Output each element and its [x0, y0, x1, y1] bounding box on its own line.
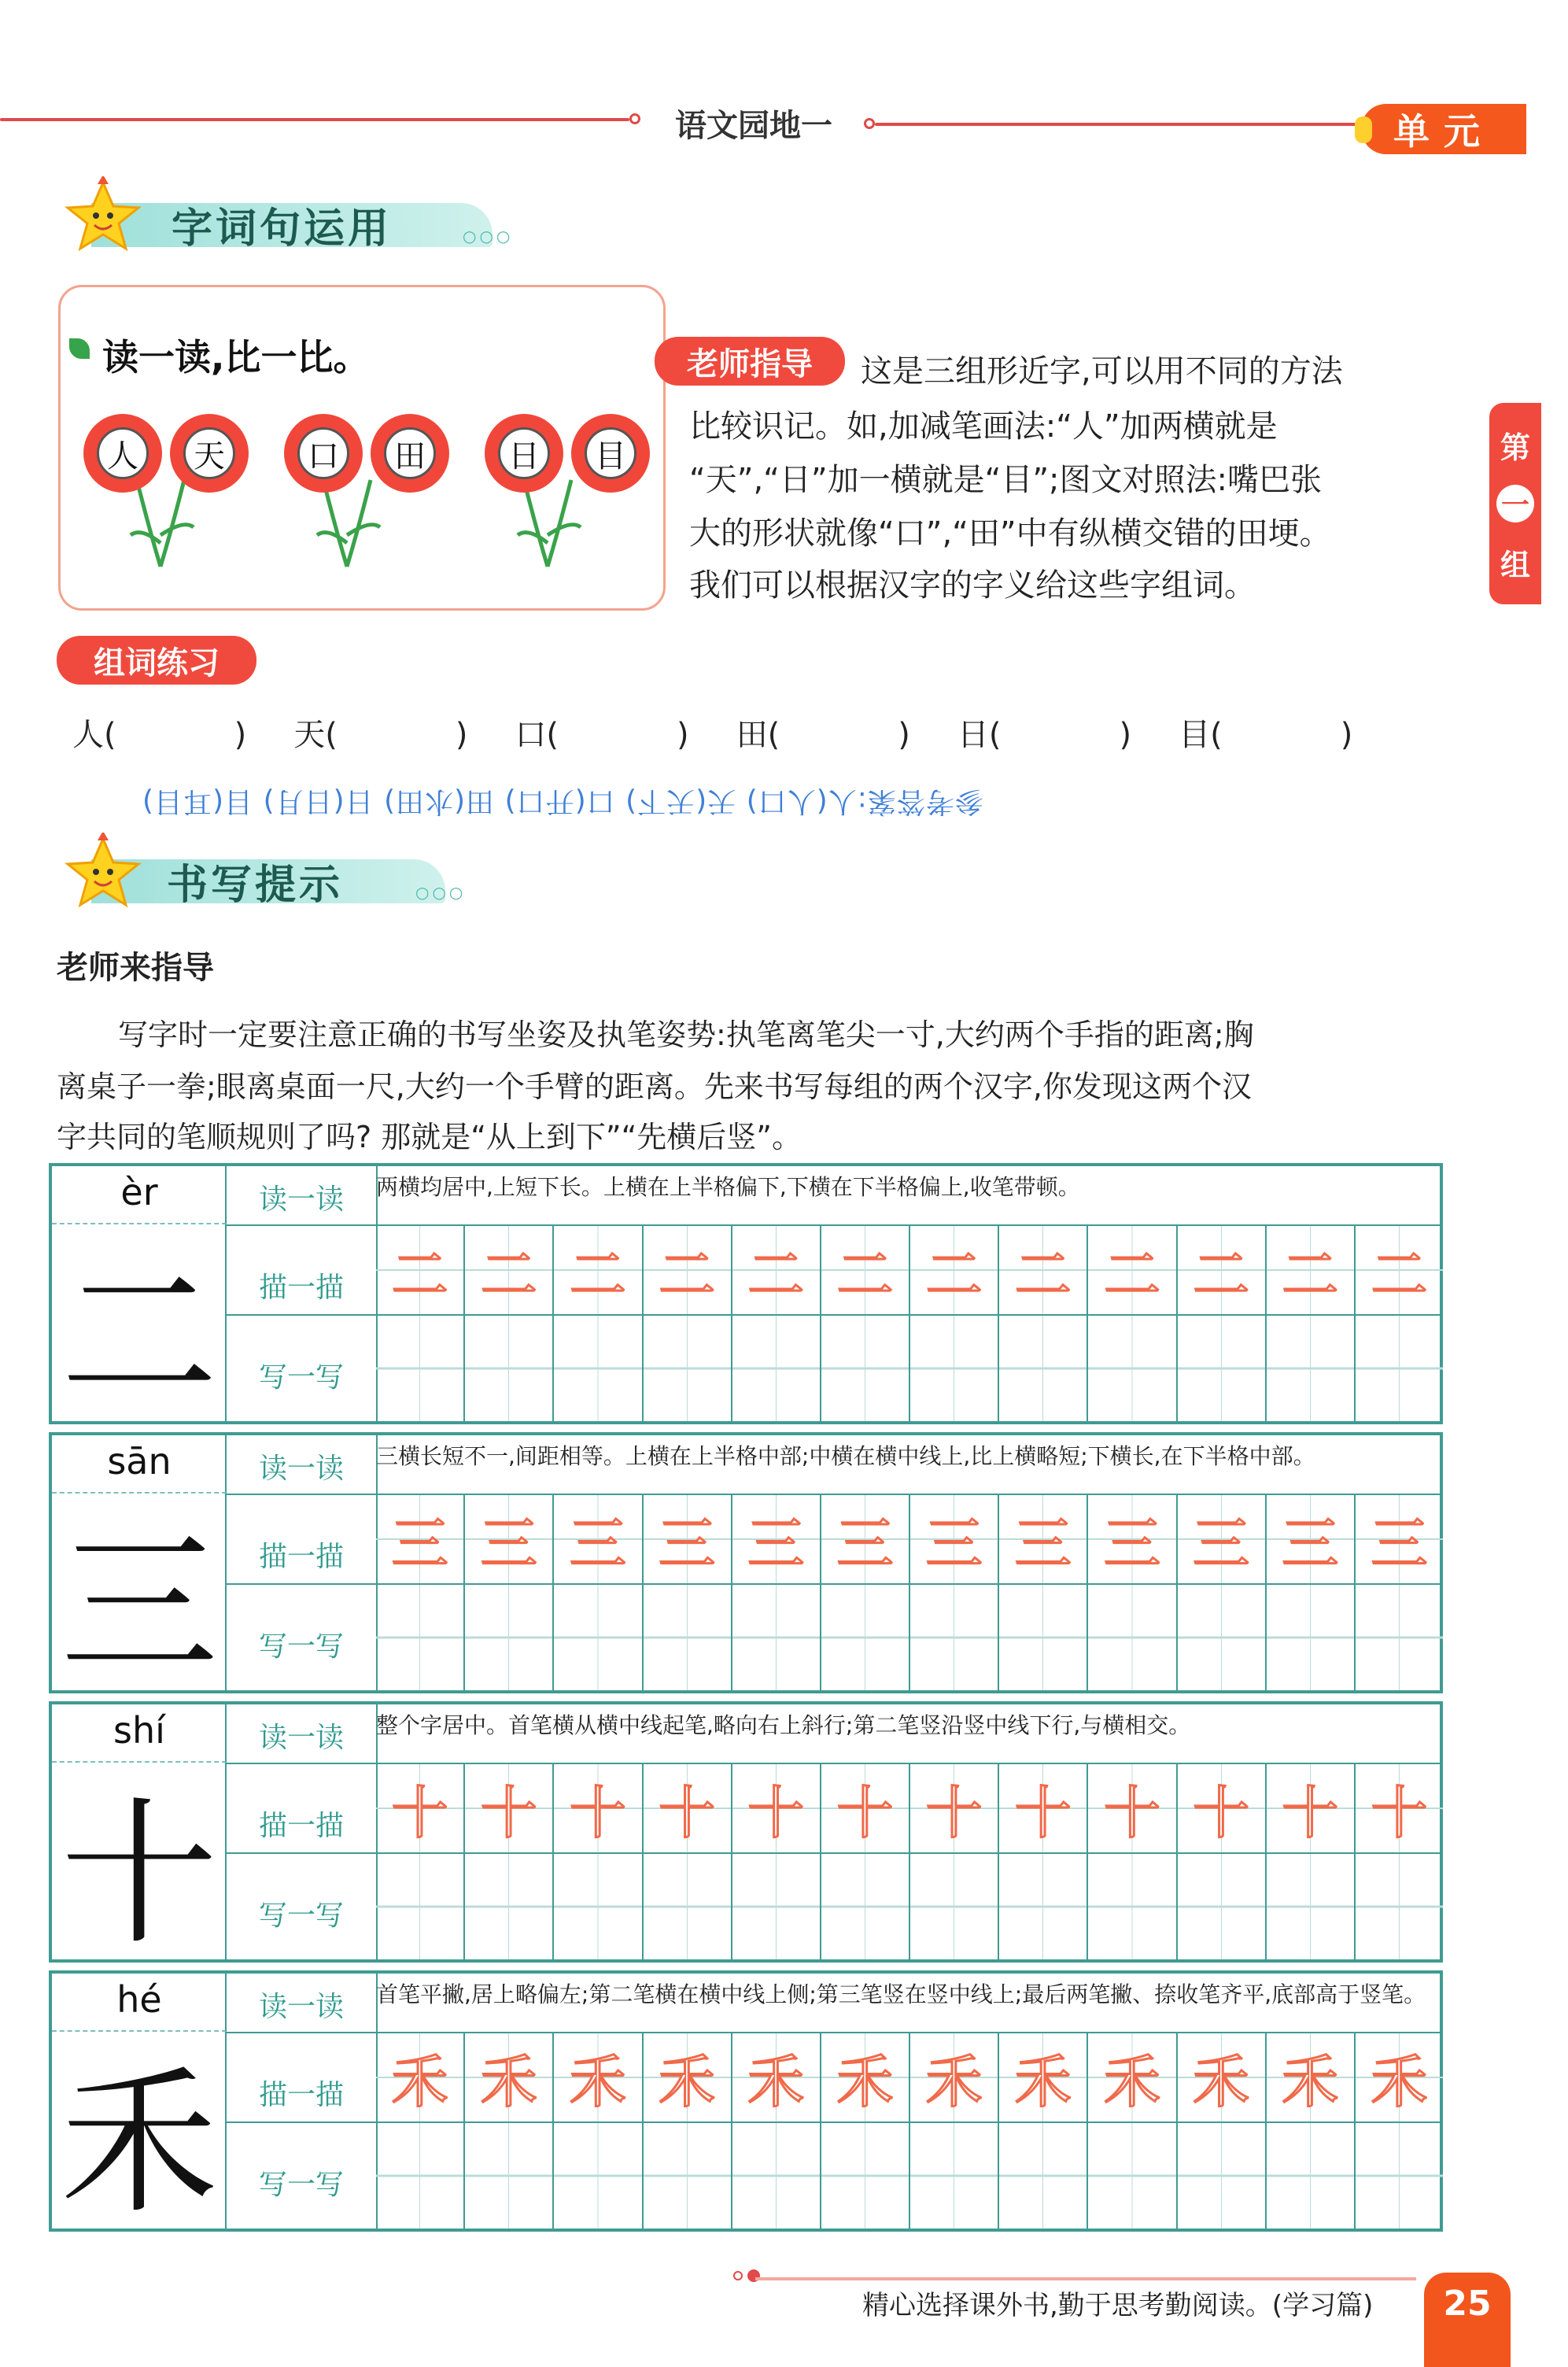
pinyin: hé [116, 1978, 162, 2021]
write-cell[interactable] [732, 1585, 821, 1690]
pinyin: shí [113, 1709, 165, 1752]
trace-char: 禾 [1371, 2049, 1428, 2115]
trace-cell[interactable] [1356, 1495, 1443, 1583]
trace-cell[interactable] [1088, 1764, 1177, 1852]
trace-char: 二 [1371, 1242, 1428, 1308]
trace-char: 二 [1103, 1242, 1160, 1308]
trace-char: 十 [1282, 1780, 1339, 1846]
trace-cell[interactable] [910, 1495, 999, 1583]
trace-char: 十 [747, 1780, 805, 1846]
write-cell[interactable] [910, 1854, 999, 1959]
write-cell[interactable] [999, 2123, 1088, 2229]
label-write: 写一写 [258, 1361, 344, 1394]
row-labels [227, 1166, 376, 1421]
write-cell[interactable] [554, 2123, 643, 2229]
trace-char: 十 [1103, 1780, 1160, 1846]
trace-cell[interactable] [1356, 2033, 1443, 2121]
answer-key-inverted: 参考答案:人(人口) 天(天下) 口(开口) 田(水田) 日(日月) 目(耳目) [142, 785, 983, 818]
trace-char: 三 [1371, 1511, 1428, 1577]
trace-char: 十 [391, 1780, 448, 1846]
trace-char: 十 [569, 1780, 626, 1846]
trace-char: 二 [391, 1242, 448, 1308]
teacher-guide-line-4: 大的形状就像“口”,“田”中有纵横交错的田埂。 [689, 515, 1331, 552]
write-cell[interactable] [376, 2123, 465, 2229]
trace-cell[interactable] [1088, 1226, 1177, 1314]
write-cell[interactable] [1088, 1854, 1177, 1959]
model-char: 二 [60, 1244, 218, 1428]
trace-cell[interactable] [999, 2033, 1088, 2121]
write-cell[interactable] [999, 1854, 1088, 1959]
side-group-tab [1489, 403, 1541, 604]
flower-char-tian: 天 [183, 427, 235, 479]
star-mascot-icon [60, 176, 146, 255]
practice-table [49, 1432, 1443, 1697]
section-title: 字词句运用 [172, 205, 393, 253]
trace-cell[interactable] [821, 1495, 910, 1583]
row-labels [227, 1435, 376, 1690]
trace-char: 三 [569, 1511, 626, 1577]
flower-char-tian-field: 田 [384, 427, 436, 479]
write-cell[interactable] [732, 1854, 821, 1959]
write-cell[interactable] [554, 1316, 643, 1421]
practice-table [49, 1701, 1443, 1966]
trace-char: 二 [836, 1242, 894, 1308]
trace-cell[interactable] [1178, 1226, 1267, 1314]
star-mascot-icon [60, 833, 146, 911]
trace-cell[interactable] [465, 1764, 554, 1852]
page-number: 25 [1424, 2273, 1511, 2367]
stroke-description: 两横均居中,上短下长。上横在上半格偏下,下横在下半格偏上,收笔带顿。 [376, 1174, 1080, 1200]
section-title: 书写提示 [167, 862, 344, 909]
trace-cell[interactable] [910, 1226, 999, 1314]
trace-char: 二 [1014, 1242, 1072, 1308]
trace-char: 十 [925, 1780, 983, 1846]
trace-cell[interactable] [465, 1226, 554, 1314]
section-dots: ○○○ [415, 883, 467, 902]
write-cell[interactable] [1267, 2123, 1356, 2229]
char-box [52, 2032, 227, 2236]
footer-dot-outline [733, 2271, 743, 2280]
trace-cell[interactable] [910, 1764, 999, 1852]
trace-cell[interactable] [821, 2033, 910, 2121]
intro-line-2: 离桌子一拳;眼离桌面一尺,大约一个手臂的距离。先来书写每组的两个汉字,你发现这两个汉 [57, 1069, 1252, 1104]
label-write: 写一写 [258, 1900, 344, 1932]
label-write: 写一写 [258, 1630, 344, 1663]
write-cell[interactable] [999, 1585, 1088, 1690]
write-cell[interactable] [376, 1854, 465, 1959]
trace-cell[interactable] [644, 1226, 732, 1314]
trace-char: 十 [836, 1780, 894, 1846]
trace-char: 十 [480, 1780, 537, 1846]
trace-cell[interactable] [554, 2033, 643, 2121]
trace-cell[interactable] [1178, 1495, 1267, 1583]
trace-char: 十 [1193, 1780, 1250, 1846]
trace-char: 禾 [391, 2049, 448, 2115]
write-cell[interactable] [910, 1316, 999, 1421]
trace-grid [376, 1764, 1443, 1852]
write-cell[interactable] [732, 2123, 821, 2229]
write-cell[interactable] [1088, 2123, 1177, 2229]
trace-grid [376, 1495, 1443, 1583]
trace-char: 十 [1014, 1780, 1072, 1846]
trace-cell[interactable] [376, 1495, 465, 1583]
row-labels [227, 1704, 376, 1959]
trace-cell[interactable] [1267, 1226, 1356, 1314]
trace-cell[interactable] [554, 1764, 643, 1852]
write-cell[interactable] [554, 1585, 643, 1690]
trace-cell[interactable] [465, 1495, 554, 1583]
write-cell[interactable] [821, 1585, 910, 1690]
flower-char-mu: 目 [585, 427, 636, 479]
flower-char-ri: 日 [498, 427, 550, 479]
trace-char: 二 [747, 1242, 805, 1308]
fill-mu[interactable]: 目( ) [1179, 717, 1353, 753]
teacher-subtitle: 老师来指导 [57, 950, 214, 986]
section-dots: ○○○ [463, 227, 514, 246]
write-cell[interactable] [1356, 1316, 1443, 1421]
write-cell[interactable] [465, 2123, 554, 2229]
write-cell[interactable] [1088, 1585, 1177, 1690]
header-line-left [0, 118, 629, 121]
write-cell[interactable] [644, 2123, 732, 2229]
trace-cell[interactable] [1267, 1495, 1356, 1583]
teacher-guide-line-2: 比较识记。如,加减笔画法:“人”加两横就是 [689, 408, 1278, 445]
write-grid [376, 1854, 1443, 1959]
write-cell[interactable] [1088, 1316, 1177, 1421]
trace-char: 禾 [1014, 2049, 1072, 2115]
write-grid [376, 2123, 1443, 2229]
unit-tab-decoration [1355, 116, 1372, 143]
practice-table [49, 1970, 1443, 2236]
section-header-word-sentence [60, 187, 516, 253]
write-cell[interactable] [1178, 2123, 1267, 2229]
write-cell[interactable] [821, 1854, 910, 1959]
read-compare-title: 读一读,比一比。 [102, 336, 370, 378]
write-cell[interactable] [465, 1585, 554, 1690]
char-box [52, 1763, 227, 1966]
flower-char-kou: 口 [297, 427, 349, 479]
section-header-writing-tips [60, 844, 469, 909]
side-tab-top: 第 [1500, 430, 1530, 465]
char-box [52, 1224, 227, 1428]
pinyin: èr [120, 1171, 158, 1213]
footer-line [755, 2277, 1416, 2280]
trace-char: 二 [1193, 1242, 1250, 1308]
label-read: 读一读 [258, 1991, 344, 2023]
trace-cell[interactable] [910, 2033, 999, 2121]
trace-char: 三 [659, 1511, 716, 1577]
footer-motto: 精心选择课外书,勤于思考勤阅读。(学习篇) [862, 2290, 1374, 2321]
write-cell[interactable] [1178, 1585, 1267, 1690]
trace-cell[interactable] [1178, 1764, 1267, 1852]
stroke-description: 三横长短不一,间距相等。上横在上半格中部;中横在横中线上,比上横略短;下横长,在下半格中部。 [376, 1443, 1315, 1469]
label-write: 写一写 [258, 2169, 344, 2201]
trace-cell[interactable] [1356, 1764, 1443, 1852]
write-cell[interactable] [1178, 1854, 1267, 1959]
word-fill-row [72, 710, 1410, 755]
write-grid [376, 1585, 1443, 1690]
trace-char: 三 [1193, 1511, 1250, 1577]
write-cell[interactable] [1267, 1316, 1356, 1421]
intro-line-1: 写字时一定要注意正确的书写坐姿及执笔姿势:执笔离笔尖一寸,大约两个手指的距离;胸 [118, 1017, 1254, 1052]
trace-char: 三 [391, 1511, 448, 1577]
trace-cell[interactable] [821, 1764, 910, 1852]
trace-cell[interactable] [999, 1764, 1088, 1852]
pinyin: sān [107, 1440, 172, 1483]
trace-cell[interactable] [732, 2033, 821, 2121]
write-cell[interactable] [910, 1585, 999, 1690]
trace-cell[interactable] [644, 2033, 732, 2121]
write-cell[interactable] [1356, 1585, 1443, 1690]
trace-char: 十 [659, 1780, 716, 1846]
trace-char: 二 [925, 1242, 983, 1308]
trace-cell[interactable] [1178, 2033, 1267, 2121]
write-cell[interactable] [910, 2123, 999, 2229]
trace-char: 禾 [836, 2049, 894, 2115]
trace-cell[interactable] [999, 1226, 1088, 1314]
practice-table [49, 1163, 1443, 1428]
write-cell[interactable] [1267, 1585, 1356, 1690]
trace-cell[interactable] [376, 2033, 465, 2121]
trace-char: 三 [1282, 1511, 1339, 1577]
trace-char: 禾 [480, 2049, 537, 2115]
teacher-guide-line-5: 我们可以根据汉字的字义给这些字组词。 [689, 567, 1256, 604]
trace-char: 二 [1282, 1242, 1339, 1308]
trace-char: 三 [925, 1511, 983, 1577]
trace-cell[interactable] [1267, 1764, 1356, 1852]
write-cell[interactable] [821, 1316, 910, 1421]
trace-char: 禾 [1103, 2049, 1160, 2115]
teacher-guide-line-3: “天”,“日”加一横就是“目”;图文对照法:嘴巴张 [689, 462, 1323, 498]
trace-grid [376, 2033, 1443, 2121]
model-char: 十 [60, 1782, 218, 1966]
trace-cell[interactable] [821, 1226, 910, 1314]
trace-cell[interactable] [1088, 1495, 1177, 1583]
trace-char: 三 [1103, 1511, 1160, 1577]
header-line-right [875, 123, 1363, 126]
header-title: 语文园地一 [675, 108, 832, 144]
word-practice-badge: 组词练习 [57, 636, 256, 685]
trace-char: 三 [1014, 1511, 1072, 1577]
label-trace: 描一描 [258, 1810, 344, 1842]
trace-cell[interactable] [999, 1495, 1088, 1583]
trace-cell[interactable] [554, 1226, 643, 1314]
trace-cell[interactable] [1356, 1226, 1443, 1314]
stroke-description: 首笔平撇,居上略偏左;第二笔横在横中线上侧;第三笔竖在竖中线上;最后两笔撇、捺收笔齐平,底部高于竖笔。 [376, 1981, 1426, 2007]
teacher-guide-badge: 老师指导 [655, 337, 845, 386]
header-dot-left [629, 113, 640, 124]
trace-cell[interactable] [465, 2033, 554, 2121]
label-read: 读一读 [258, 1453, 344, 1485]
write-cell[interactable] [1356, 2123, 1443, 2229]
fill-tian-field[interactable]: 田( ) [736, 717, 910, 753]
trace-char: 三 [747, 1511, 805, 1577]
flower-char-ren: 人 [97, 427, 149, 479]
intro-line-3: 字共同的笔顺规则了吗? 那就是“从上到下”“先横后竖”。 [57, 1120, 802, 1154]
model-char: 禾 [60, 2051, 218, 2236]
trace-char: 禾 [1193, 2049, 1250, 2115]
trace-char: 三 [836, 1511, 894, 1577]
label-trace: 描一描 [258, 1541, 344, 1573]
unit-tab: 单元 [1361, 104, 1526, 154]
label-trace: 描一描 [258, 1272, 344, 1304]
model-char: 三 [60, 1513, 218, 1697]
write-cell[interactable] [465, 1316, 554, 1421]
write-cell[interactable] [999, 1316, 1088, 1421]
side-tab-bottom: 组 [1500, 548, 1530, 583]
flower-stems [58, 409, 666, 582]
row-labels [227, 1974, 376, 2229]
write-cell[interactable] [644, 1854, 732, 1959]
write-cell[interactable] [732, 1316, 821, 1421]
trace-char: 禾 [925, 2049, 983, 2115]
trace-cell[interactable] [732, 1495, 821, 1583]
label-read: 读一读 [258, 1184, 344, 1216]
trace-char: 二 [569, 1242, 626, 1308]
fill-kou[interactable]: 口( ) [515, 717, 689, 753]
write-cell[interactable] [376, 1316, 465, 1421]
fill-ri[interactable]: 日( ) [957, 717, 1132, 753]
write-cell[interactable] [465, 1854, 554, 1959]
trace-cell[interactable] [732, 1764, 821, 1852]
trace-char: 禾 [747, 2049, 805, 2115]
write-cell[interactable] [554, 1854, 643, 1959]
teacher-guide-line-1: 这是三组形近字,可以用不同的方法 [861, 353, 1343, 390]
header-dot-right [864, 118, 875, 129]
trace-char: 二 [480, 1242, 537, 1308]
trace-char: 十 [1371, 1780, 1428, 1846]
trace-cell[interactable] [376, 1764, 465, 1852]
fill-ren[interactable]: 人( ) [72, 717, 247, 753]
label-trace: 描一描 [258, 2079, 344, 2111]
write-cell[interactable] [821, 2123, 910, 2229]
trace-cell[interactable] [644, 1764, 732, 1852]
write-cell[interactable] [1267, 1854, 1356, 1959]
trace-cell[interactable] [554, 1495, 643, 1583]
trace-cell[interactable] [1267, 2033, 1356, 2121]
trace-char: 禾 [1282, 2049, 1339, 2115]
write-cell[interactable] [644, 1316, 732, 1421]
trace-char: 二 [659, 1242, 716, 1308]
write-cell[interactable] [1178, 1316, 1267, 1421]
write-cell[interactable] [376, 1585, 465, 1690]
trace-cell[interactable] [1088, 2033, 1177, 2121]
trace-grid [376, 1226, 1443, 1314]
trace-char: 禾 [569, 2049, 626, 2115]
stroke-description: 整个字居中。首笔横从横中线起笔,略向右上斜行;第二笔竖沿竖中线下行,与横相交。 [376, 1712, 1191, 1738]
label-read: 读一读 [258, 1722, 344, 1754]
write-cell[interactable] [644, 1585, 732, 1690]
write-cell[interactable] [1356, 1854, 1443, 1959]
side-tab-number: 一 [1496, 485, 1534, 523]
write-grid [376, 1316, 1443, 1421]
char-box [52, 1494, 227, 1697]
fill-tian[interactable]: 天( ) [293, 717, 468, 753]
trace-cell[interactable] [732, 1226, 821, 1314]
trace-char: 禾 [659, 2049, 716, 2115]
trace-char: 三 [480, 1511, 537, 1577]
trace-cell[interactable] [376, 1226, 465, 1314]
trace-cell[interactable] [644, 1495, 732, 1583]
